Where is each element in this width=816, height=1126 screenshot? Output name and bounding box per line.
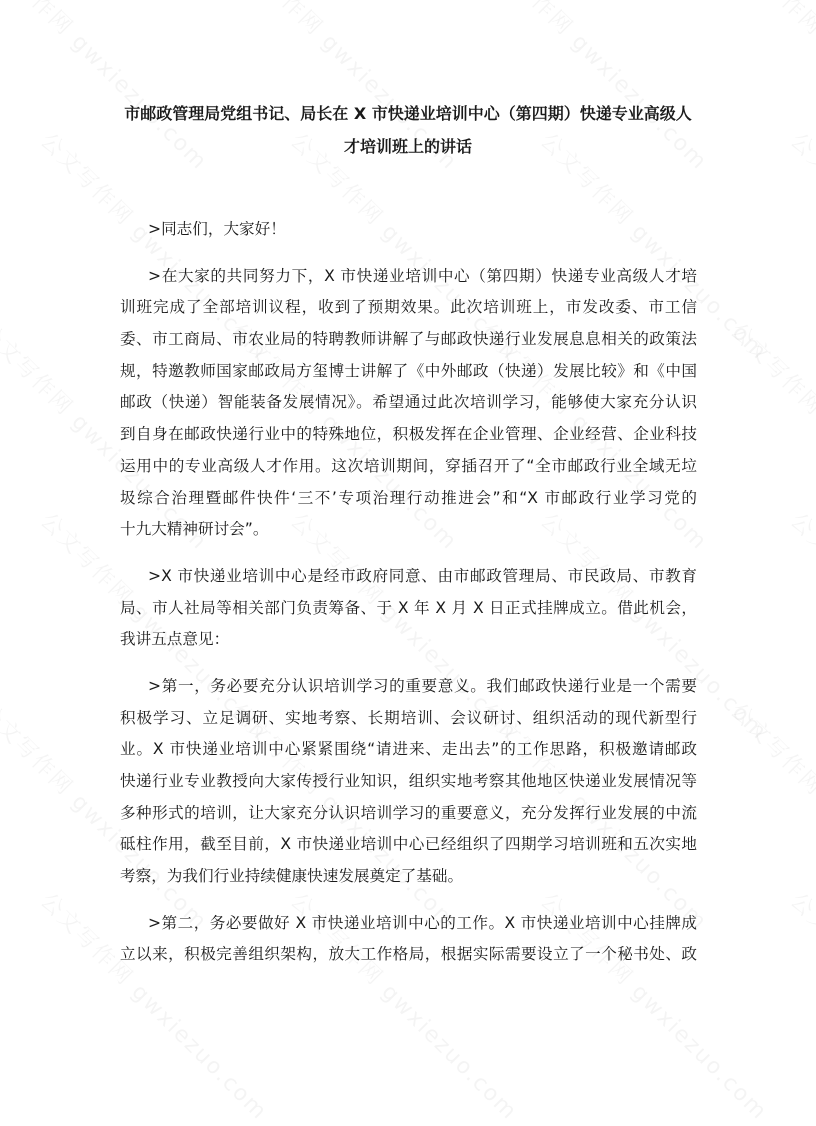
title-line: 市邮政管理局党组书记、局长在 X 市快递业培训中心（第四期）快递专业高级人 — [124, 104, 692, 123]
paragraph — [120, 561, 697, 656]
text-line: 业。X 市快递业培训中心紧紧围绕“请进来、走出去”的工作思路，积极邀请邮政 — [120, 740, 697, 759]
text-line: >第一，务必要充分认识培训学习的重要意义。我们邮政快递行业是一个需要 — [148, 676, 697, 695]
text-line: >第二，务必要做好 X 市快递业培训中心的工作。X 市快递业培训中心挂牌成 — [148, 913, 697, 932]
text-line: 积极学习、立足调研、实地考察、长期培训、会议研讨、组织活动的现代新型行 — [120, 708, 697, 727]
text-line: >X 市快递业培训中心是经市政府同意、由市邮政管理局、市民政局、市教育 — [148, 566, 697, 585]
document-title — [100, 97, 716, 163]
title-line: 才培训班上的讲话 — [343, 137, 472, 156]
text-line: 砥柱作用，截至目前，X 市快递业培训中心已经组织了四期学习培训班和五次实地 — [120, 835, 697, 854]
text-line: >在大家的共同努力下，X 市快递业培训中心（第四期）快递专业高级人才培 — [148, 266, 697, 285]
watermark-text — [724, 0, 816, 176]
text-line: 考察，为我们行业持续健康快速发展奠定了基础。 — [120, 867, 464, 886]
watermark-text — [724, 315, 816, 556]
text-line: 邮政（快递）智能装备发展情况》。希望通过此次培训学习，能够使大家充分认识 — [120, 393, 697, 412]
text-line: 训班完成了全部培训议程，收到了预期效果。此次培训班上，市发改委、市工信 — [120, 298, 697, 317]
watermark-text — [784, 505, 816, 746]
text-line: 我讲五点意见： — [120, 630, 230, 649]
document-body — [120, 214, 697, 986]
text-line: 多种形式的培训，让大家充分认识培训学习的重要意义，充分发挥行业发展的中流 — [120, 803, 697, 822]
text-line: 快递行业专业教授向大家传授行业知识，组织实地考察其他地区快递业发展情况等 — [120, 772, 697, 790]
text-line: 立以来，积极完善组织架构，放大工作格局，根据实际需要设立了一个秘书处、政 — [120, 945, 697, 964]
text-line: 委、市工商局、市农业局的特聘教师讲解了与邮政快递行业发展息息相关的政策法 — [120, 330, 697, 349]
text-line: 局、市人社局等相关部门负责筹备、于 X 年 X 月 X 日正式挂牌成立。借此机会， — [120, 598, 697, 617]
watermark-text — [784, 885, 816, 1126]
paragraph — [120, 214, 697, 246]
text-line: >同志们，大家好！ — [148, 220, 286, 238]
watermark-text — [724, 695, 816, 936]
text-line: 运用中的专业高级人才作用。这次培训期间，穿插召开了“全市邮政行业全域无垃 — [120, 456, 697, 475]
paragraph — [120, 261, 697, 546]
text-line: 规，特邀教师国家邮政局方玺博士讲解了《中外邮政（快递）发展比较》和《中国 — [120, 361, 697, 380]
watermark-text — [784, 125, 816, 366]
text-line: 十九大精神研讨会”。 — [120, 520, 269, 539]
text-line: 到自身在邮政快递行业中的特殊地位，积极发挥在企业管理、企业经营、企业科技 — [120, 425, 697, 444]
text-line: 圾综合治理暨邮件快件‘三不’专项治理行动推进会”和“X 市邮政行业学习党的 — [120, 488, 697, 507]
paragraph — [120, 671, 697, 893]
paragraph — [120, 908, 697, 971]
